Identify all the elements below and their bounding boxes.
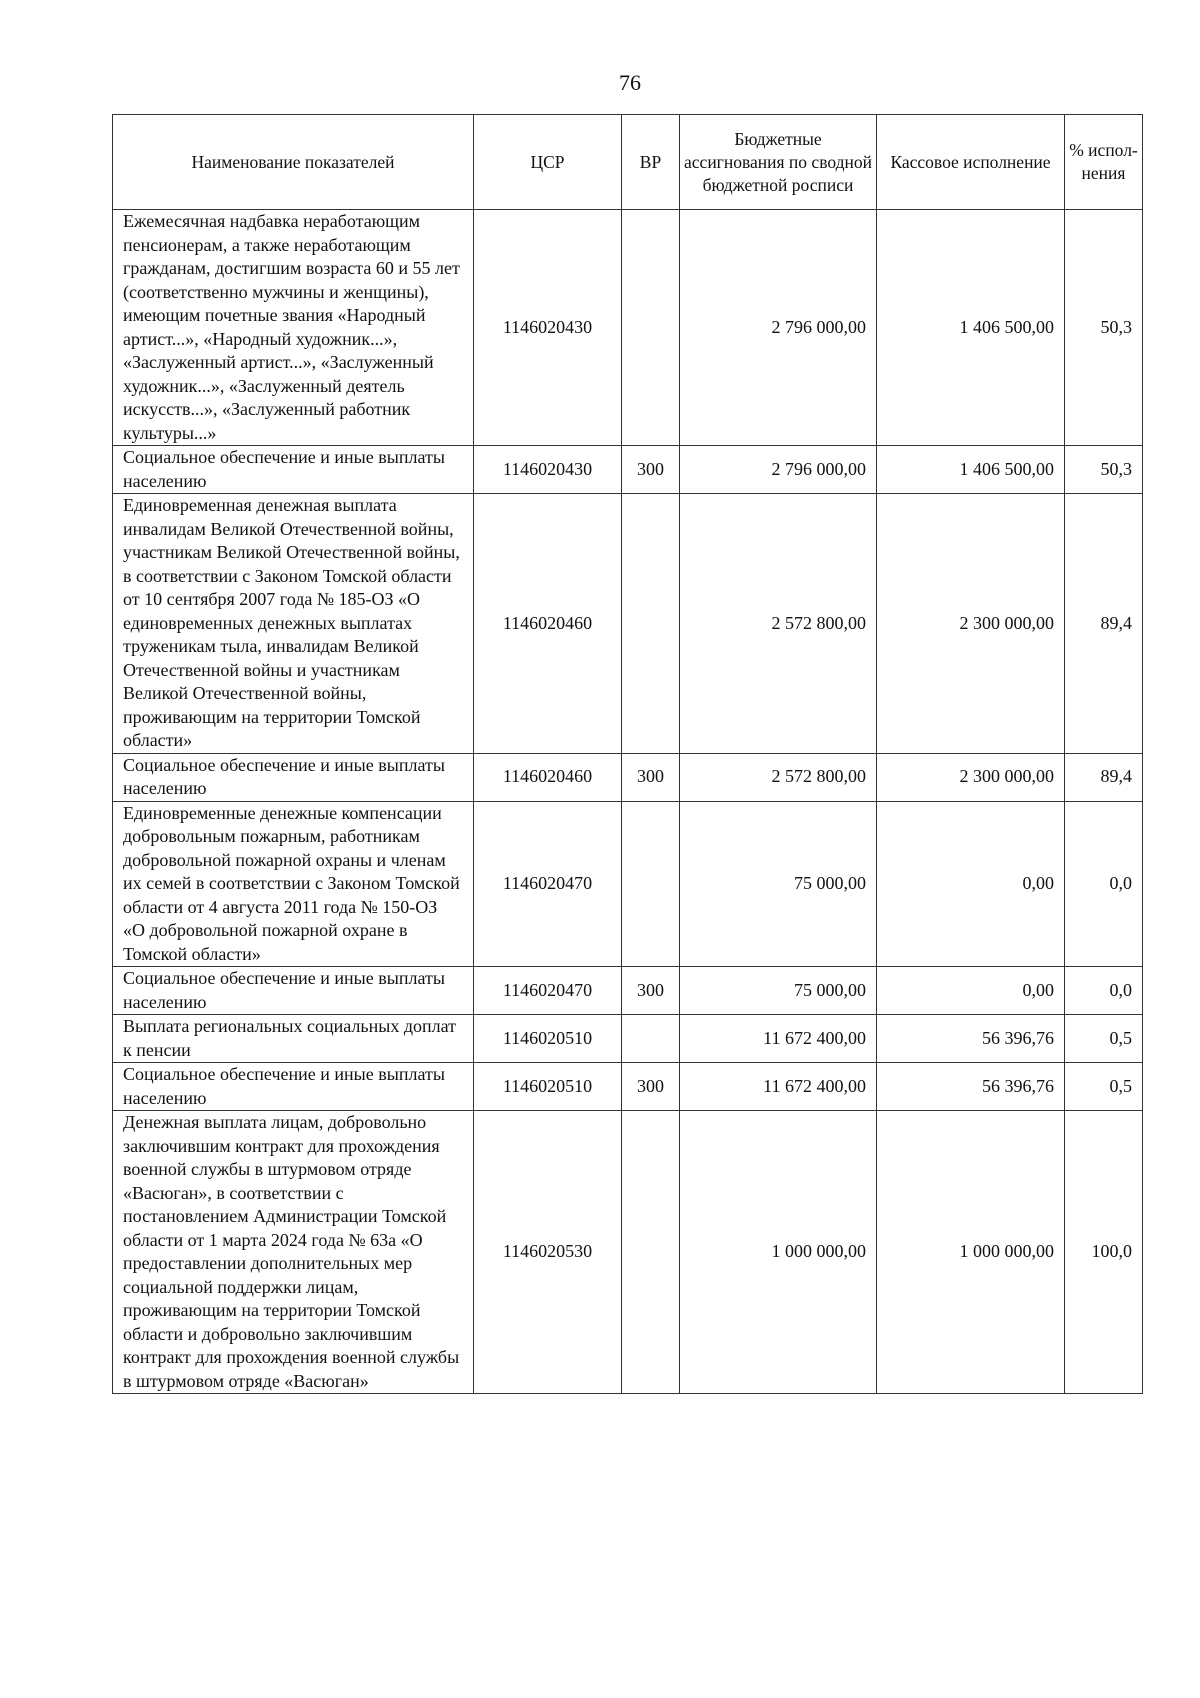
table-row bbox=[113, 210, 1143, 446]
row-vr bbox=[622, 1111, 680, 1394]
row-name: Ежемесячная надбавка неработающим пенсионерам, а также неработающим гражданам, достигшим возраста 60 и 55 лет (соответственно мужчины и женщины), имеющим почетные звания «Народный артист...», «Народный художник...», «Заслуженный артист...», «Заслуженный художник...», «Заслуженный деятель искусств...», «Заслуженный работник культуры...» bbox=[113, 210, 474, 446]
row-vr: 300 bbox=[622, 753, 680, 801]
row-cash: 0,00 bbox=[877, 801, 1065, 967]
row-percent: 0,5 bbox=[1065, 1015, 1143, 1063]
row-csr: 1146020530 bbox=[474, 1111, 622, 1394]
budget-table bbox=[112, 114, 1143, 1394]
row-budget: 1 000 000,00 bbox=[680, 1111, 877, 1394]
row-name: Денежная выплата лицам, добровольно заключившим контракт для прохождения военной службы в штурмовом отряде «Васюган», в соответствии с постановлением Администрации Томской области от 1 марта 2024 года № 63а «О предоставлении дополнительных мер социальной поддержки лицам, проживающим на территории Томской области и добровольно заключившим контракт для прохождения военной службы в штурмовом отряде «Васюган» bbox=[113, 1111, 474, 1394]
row-percent: 0,0 bbox=[1065, 801, 1143, 967]
header-budget: Бюджетные ассигнования по сводной бюджетной росписи bbox=[680, 115, 877, 210]
row-name: Единовременная денежная выплата инвалидам Великой Отечественной войны, участникам Великой Отечественной войны, в соответствии с Законом Томской области от 10 сентября 2007 года № 185-ОЗ «О единовременных денежных выплатах труженикам тыла, инвалидам Великой Отечественной войны и участникам Великой Отечественной войны, проживающим на территории Томской области» bbox=[113, 494, 474, 754]
table-row bbox=[113, 446, 1143, 494]
row-vr bbox=[622, 494, 680, 754]
row-csr: 1146020460 bbox=[474, 494, 622, 754]
row-csr: 1146020470 bbox=[474, 967, 622, 1015]
row-budget: 2 572 800,00 bbox=[680, 494, 877, 754]
row-budget: 11 672 400,00 bbox=[680, 1015, 877, 1063]
row-budget: 11 672 400,00 bbox=[680, 1063, 877, 1111]
row-cash: 56 396,76 bbox=[877, 1015, 1065, 1063]
page-number: 76 bbox=[619, 70, 641, 95]
row-csr: 1146020510 bbox=[474, 1063, 622, 1111]
row-vr: 300 bbox=[622, 446, 680, 494]
header-percent: % испол-нения bbox=[1065, 115, 1143, 210]
row-budget: 75 000,00 bbox=[680, 967, 877, 1015]
table-row bbox=[113, 1015, 1143, 1063]
table-row bbox=[113, 753, 1143, 801]
row-percent: 50,3 bbox=[1065, 210, 1143, 446]
table-row bbox=[113, 967, 1143, 1015]
row-cash: 1 000 000,00 bbox=[877, 1111, 1065, 1394]
table-row bbox=[113, 801, 1143, 967]
table-header-row bbox=[113, 115, 1143, 210]
row-percent: 89,4 bbox=[1065, 753, 1143, 801]
row-cash: 1 406 500,00 bbox=[877, 446, 1065, 494]
row-percent: 0,0 bbox=[1065, 967, 1143, 1015]
row-cash: 2 300 000,00 bbox=[877, 753, 1065, 801]
row-budget: 2 796 000,00 bbox=[680, 446, 877, 494]
row-name: Социальное обеспечение и иные выплаты населению bbox=[113, 446, 474, 494]
row-name: Социальное обеспечение и иные выплаты населению bbox=[113, 753, 474, 801]
row-csr: 1146020430 bbox=[474, 210, 622, 446]
row-percent: 89,4 bbox=[1065, 494, 1143, 754]
row-cash: 56 396,76 bbox=[877, 1063, 1065, 1111]
row-name: Социальное обеспечение и иные выплаты населению bbox=[113, 1063, 474, 1111]
row-csr: 1146020510 bbox=[474, 1015, 622, 1063]
table-row bbox=[113, 494, 1143, 754]
row-cash: 1 406 500,00 bbox=[877, 210, 1065, 446]
header-cash: Кассовое исполнение bbox=[877, 115, 1065, 210]
row-vr: 300 bbox=[622, 1063, 680, 1111]
header-name: Наименование показателей bbox=[113, 115, 474, 210]
row-vr bbox=[622, 1015, 680, 1063]
row-budget: 2 572 800,00 bbox=[680, 753, 877, 801]
row-budget: 75 000,00 bbox=[680, 801, 877, 967]
row-percent: 50,3 bbox=[1065, 446, 1143, 494]
row-cash: 2 300 000,00 bbox=[877, 494, 1065, 754]
row-name: Социальное обеспечение и иные выплаты населению bbox=[113, 967, 474, 1015]
row-percent: 100,0 bbox=[1065, 1111, 1143, 1394]
row-vr: 300 bbox=[622, 967, 680, 1015]
row-csr: 1146020430 bbox=[474, 446, 622, 494]
table-row bbox=[113, 1111, 1143, 1394]
row-cash: 0,00 bbox=[877, 967, 1065, 1015]
row-name: Единовременные денежные компенсации добровольным пожарным, работникам добровольной пожарной охраны и членам их семей в соответствии с Законом Томской области от 4 августа 2011 года № 150-ОЗ «О добровольной пожарной охране в Томской области» bbox=[113, 801, 474, 967]
row-vr bbox=[622, 801, 680, 967]
row-csr: 1146020460 bbox=[474, 753, 622, 801]
row-name: Выплата региональных социальных доплат к пенсии bbox=[113, 1015, 474, 1063]
row-vr bbox=[622, 210, 680, 446]
table-row bbox=[113, 1063, 1143, 1111]
header-csr: ЦСР bbox=[474, 115, 622, 210]
row-percent: 0,5 bbox=[1065, 1063, 1143, 1111]
row-budget: 2 796 000,00 bbox=[680, 210, 877, 446]
row-csr: 1146020470 bbox=[474, 801, 622, 967]
header-vr: ВР bbox=[622, 115, 680, 210]
